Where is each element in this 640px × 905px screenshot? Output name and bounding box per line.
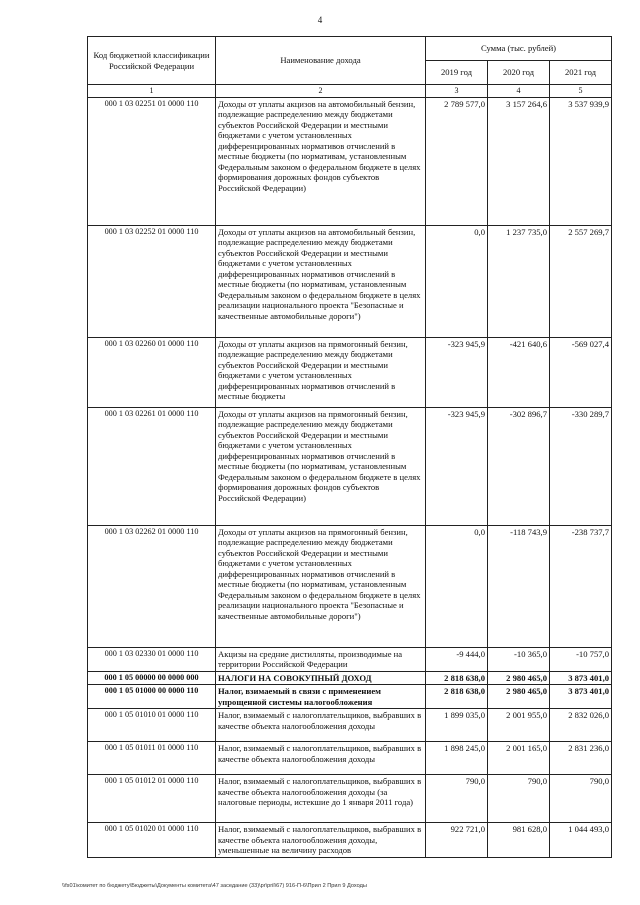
col-number-2: 2 — [216, 85, 426, 98]
header-year-2019: 2019 год — [426, 61, 488, 85]
value-2020-cell: 2 001 955,0 — [488, 709, 550, 742]
value-2021-cell: 3 873 401,0 — [550, 685, 612, 709]
value-2019-cell: 2 789 577,0 — [426, 97, 488, 225]
budget-code-cell: 000 1 05 01020 01 0000 110 — [88, 823, 216, 857]
budget-code-cell: 000 1 05 01011 01 0000 110 — [88, 742, 216, 775]
value-2020-cell: 3 157 264,6 — [488, 97, 550, 225]
table-row — [88, 337, 612, 407]
header-code: Код бюджетной классификации Российской Федерации — [88, 37, 216, 85]
income-name-cell: Налог, взимаемый с налогоплательщиков, выбравших в качестве объекта налогообложения доходы — [216, 709, 426, 742]
value-2019-cell: 0,0 — [426, 525, 488, 647]
table-row — [88, 823, 612, 857]
budget-code-cell: 000 1 03 02252 01 0000 110 — [88, 225, 216, 337]
income-name-cell: Доходы от уплаты акцизов на автомобильный бензин, подлежащие распределению между бюджетами субъектов Российской Федерации и местными бюджетами с учетом установленных дифференцированных нормативов отчислений в местные бюджеты (по нормативам, установленным Федеральным законом о федеральном бюджете в целях формирования дорожных фондов субъектов Российской Федерации) — [216, 97, 426, 225]
income-name-cell: Налог, взимаемый в связи с применением упрощенной системы налогообложения — [216, 685, 426, 709]
income-name-cell: Налог, взимаемый с налогоплательщиков, выбравших в качестве объекта налогообложения доходы (за налоговые периоды, истекшие до 1 января 2011 года) — [216, 775, 426, 823]
header-name: Наименование дохода — [216, 37, 426, 85]
value-2021-cell: 2 557 269,7 — [550, 225, 612, 337]
value-2019-cell: 0,0 — [426, 225, 488, 337]
file-path-footer: \\fs01\комитет по бюджету\Бюджеты\Документы комитета\47 заседание (33)\pr\pril\67) 916-П-6\Прил 2 Прил 9 Доходы — [62, 883, 367, 889]
income-name-cell: Налог, взимаемый с налогоплательщиков, выбравших в качестве объекта налогообложения доходы — [216, 742, 426, 775]
value-2021-cell: 2 832 026,0 — [550, 709, 612, 742]
value-2019-cell: 790,0 — [426, 775, 488, 823]
budget-code-cell: 000 1 03 02261 01 0000 110 — [88, 407, 216, 525]
value-2020-cell: -10 365,0 — [488, 647, 550, 671]
value-2021-cell: 1 044 493,0 — [550, 823, 612, 857]
header-sum: Сумма (тыс. рублей) — [426, 37, 612, 61]
value-2021-cell: 2 831 236,0 — [550, 742, 612, 775]
value-2021-cell: -569 027,4 — [550, 337, 612, 407]
table-row — [88, 775, 612, 823]
budget-code-cell: 000 1 03 02260 01 0000 110 — [88, 337, 216, 407]
income-name-cell: Доходы от уплаты акцизов на прямогонный бензин, подлежащие распределению между бюджетами субъектов Российской Федерации и местными бюджетами с учетом установленных дифференцированных нормативов отчислений в местные бюджеты — [216, 337, 426, 407]
value-2020-cell: 981 628,0 — [488, 823, 550, 857]
value-2020-cell: 1 237 735,0 — [488, 225, 550, 337]
value-2020-cell: 2 001 165,0 — [488, 742, 550, 775]
value-2019-cell: -323 945,9 — [426, 407, 488, 525]
value-2021-cell: -238 737,7 — [550, 525, 612, 647]
income-name-cell: Акцизы на средние дистилляты, производимые на территории Российской Федерации — [216, 647, 426, 671]
page-number: 4 — [317, 15, 323, 25]
income-name-cell: Доходы от уплаты акцизов на автомобильный бензин, подлежащие распределению между бюджетами субъектов Российской Федерации и местными бюджетами с учетом установленных дифференцированных нормативов отчислений в местные бюджеты (по нормативам, установленным Федеральным законом о федеральном бюджете в целях реализации национального проекта "Безопасные и качественные автомобильные дороги") — [216, 225, 426, 337]
table-body — [88, 97, 612, 857]
value-2019-cell: 1 898 245,0 — [426, 742, 488, 775]
col-number-3: 3 — [426, 85, 488, 98]
budget-code-cell: 000 1 03 02251 01 0000 110 — [88, 97, 216, 225]
income-name-cell: Доходы от уплаты акцизов на прямогонный бензин, подлежащие распределению между бюджетами субъектов Российской Федерации и местными бюджетами с учетом установленных дифференцированных нормативов отчислений в местные бюджеты (по нормативам, установленным Федеральным законом о федеральном бюджете в целях реализации национального проекта "Безопасные и качественные автомобильные дороги") — [216, 525, 426, 647]
value-2019-cell: -323 945,9 — [426, 337, 488, 407]
budget-code-cell: 000 1 05 01012 01 0000 110 — [88, 775, 216, 823]
table-row — [88, 525, 612, 647]
value-2019-cell: 2 818 638,0 — [426, 685, 488, 709]
table-row — [88, 97, 612, 225]
header-year-2021: 2021 год — [550, 61, 612, 85]
value-2019-cell: 1 899 035,0 — [426, 709, 488, 742]
col-number-4: 4 — [488, 85, 550, 98]
table-row — [88, 671, 612, 684]
value-2021-cell: 790,0 — [550, 775, 612, 823]
value-2020-cell: 790,0 — [488, 775, 550, 823]
revenue-table — [87, 36, 612, 858]
budget-code-cell: 000 1 05 01010 01 0000 110 — [88, 709, 216, 742]
col-number-5: 5 — [550, 85, 612, 98]
value-2020-cell: 2 980 465,0 — [488, 671, 550, 684]
budget-code-cell: 000 1 05 00000 00 0000 000 — [88, 671, 216, 684]
value-2019-cell: 2 818 638,0 — [426, 671, 488, 684]
header-year-2020: 2020 год — [488, 61, 550, 85]
value-2020-cell: 2 980 465,0 — [488, 685, 550, 709]
value-2019-cell: 922 721,0 — [426, 823, 488, 857]
table-row — [88, 742, 612, 775]
value-2020-cell: -118 743,9 — [488, 525, 550, 647]
budget-code-cell: 000 1 03 02262 01 0000 110 — [88, 525, 216, 647]
table-row — [88, 685, 612, 709]
value-2021-cell: -10 757,0 — [550, 647, 612, 671]
value-2021-cell: 3 537 939,9 — [550, 97, 612, 225]
income-name-cell: Налог, взимаемый с налогоплательщиков, выбравших в качестве объекта налогообложения доходы, уменьшенные на величину расходов — [216, 823, 426, 857]
value-2020-cell: -302 896,7 — [488, 407, 550, 525]
budget-code-cell: 000 1 03 02330 01 0000 110 — [88, 647, 216, 671]
income-name-cell: НАЛОГИ НА СОВОКУПНЫЙ ДОХОД — [216, 671, 426, 684]
table-row — [88, 709, 612, 742]
table-row — [88, 225, 612, 337]
income-name-cell: Доходы от уплаты акцизов на прямогонный бензин, подлежащие распределению между бюджетами субъектов Российской Федерации и местными бюджетами с учетом установленных дифференцированных нормативов отчислений в местные бюджеты (по нормативам, установленным Федеральным законом о федеральном бюджете в целях формирования дорожных фондов субъектов Российской Федерации) — [216, 407, 426, 525]
table-row — [88, 407, 612, 525]
value-2020-cell: -421 640,6 — [488, 337, 550, 407]
table-row — [88, 647, 612, 671]
value-2021-cell: 3 873 401,0 — [550, 671, 612, 684]
value-2019-cell: -9 444,0 — [426, 647, 488, 671]
value-2021-cell: -330 289,7 — [550, 407, 612, 525]
budget-code-cell: 000 1 05 01000 00 0000 110 — [88, 685, 216, 709]
col-number-1: 1 — [88, 85, 216, 98]
